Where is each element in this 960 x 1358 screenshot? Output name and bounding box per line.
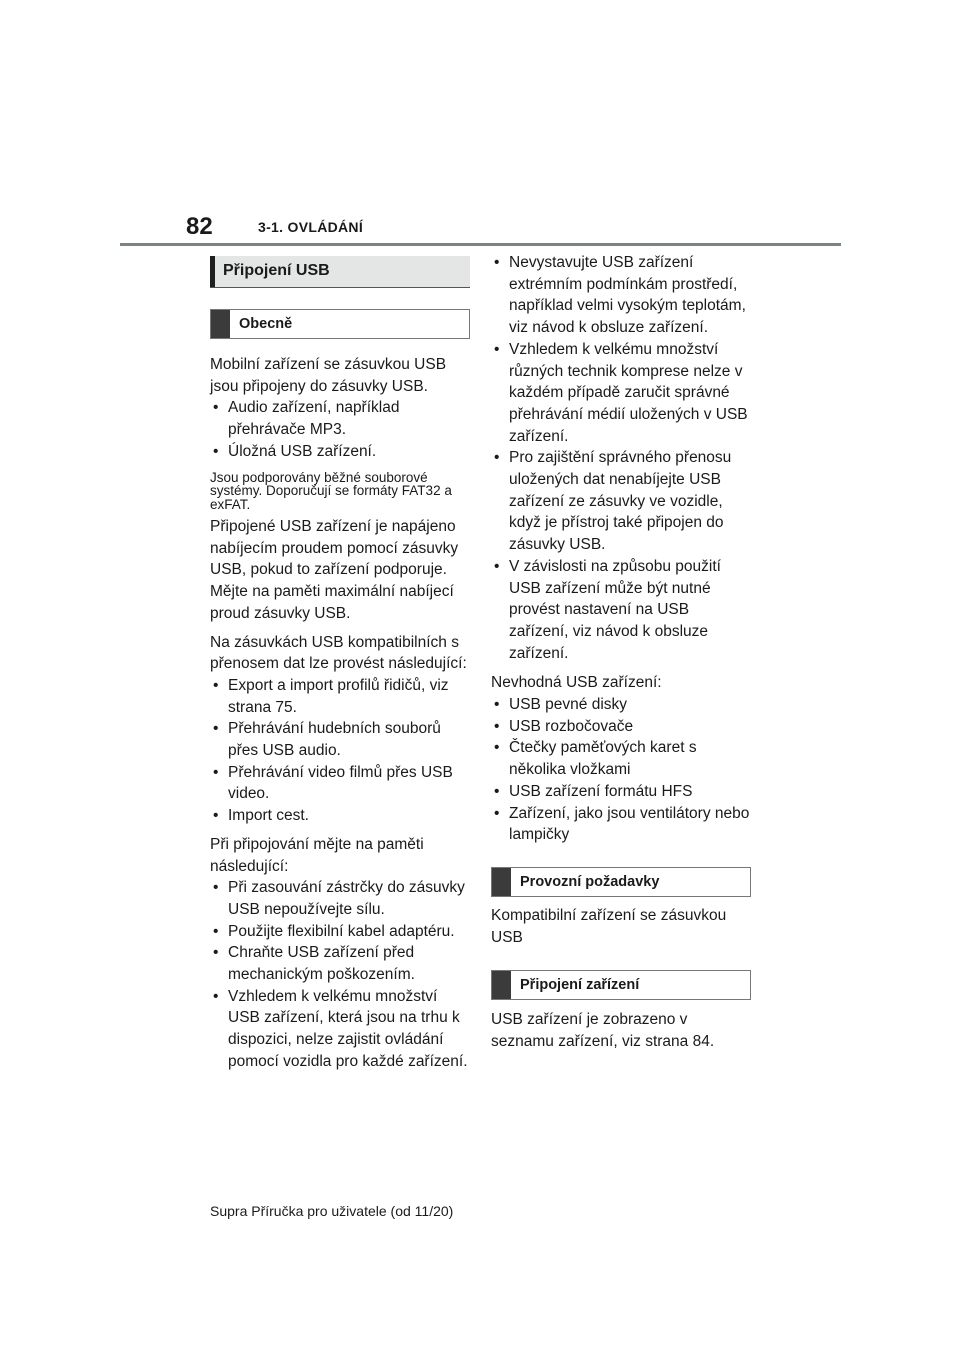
list-item: • Pro zajištění správného přenosu uložených dat nenabíjejte USB zařízení ze zásuvky ve vozidle, když je přístroj také připojen do zásuvky USB. <box>491 447 751 556</box>
intro-paragraph: Mobilní zařízení se zásuvkou USB jsou připojeny do zásuvky USB. <box>210 356 447 395</box>
list-item: • Zařízení, jako jsou ventilátory nebo lampičky <box>491 803 751 846</box>
connect-paragraph: USB zařízení je zobrazeno v seznamu zařízení, viz strana 84. <box>491 1011 715 1051</box>
list-item: • USB pevné disky <box>491 694 751 716</box>
list-item: • Audio zařízení, například přehrávače MP3. <box>210 397 470 440</box>
power-paragraph: Připojené USB zařízení je napájeno nabíjecím proudem pomocí zásuvky USB, pokud to zařízení podporuje. Mějte na paměti maximální nabíjecí proud zásuvky USB. <box>210 518 459 622</box>
subsection-title: Obecně <box>210 309 470 339</box>
footer-text: Supra Příručka pro uživatele (od 11/20) <box>210 1203 454 1219</box>
list-item: • Přehrávání hudebních souborů přes USB audio. <box>210 718 470 761</box>
list-item: • V závislosti na způsobu použití USB zařízení může být nutné provést nastavení na USB zařízení, viz návod k obsluze zařízení. <box>491 556 751 665</box>
list-item: • Vzhledem k velkému množství USB zařízení, která jsou na trhu k dispozici, nelze zajistit ovládání pomocí vozidla pro každé zařízení. <box>210 986 470 1073</box>
left-column <box>210 256 470 1073</box>
unsuitable-paragraph: Nevhodná USB zařízení: <box>491 674 662 692</box>
running-head: 3-1. OVLÁDÁNÍ <box>258 219 364 235</box>
section-title: Připojení USB <box>210 256 470 288</box>
list-item: • USB rozbočovače <box>491 716 751 738</box>
header-rule <box>120 243 841 246</box>
requirements-paragraph: Kompatibilní zařízení se zásuvkou USB <box>491 906 727 946</box>
page-number: 82 <box>186 213 213 240</box>
list-item: • Import cest. <box>210 805 470 827</box>
intro-list <box>210 397 470 462</box>
list-item: • Při zasouvání zástrčky do zásuvky USB nepoužívejte sílu. <box>210 877 470 920</box>
list-item: • Úložná USB zařízení. <box>210 441 470 463</box>
requirements-title: Provozní požadavky <box>491 867 751 897</box>
connect-title: Připojení zařízení <box>491 970 751 1000</box>
list-item: • Export a import profilů řidičů, viz strana 75. <box>210 675 470 718</box>
transfer-paragraph: Na zásuvkách USB kompatibilních s přenosem dat lze provést následující: <box>210 633 467 673</box>
note-paragraph: Jsou podporovány běžné souborové systémy. Doporučují se formáty FAT32 a exFAT. <box>210 469 452 512</box>
list-item: • Vzhledem k velkému množství různých technik komprese nelze v každém případě zaručit správné přehrávání médií uložených v USB zařízení. <box>491 339 751 448</box>
list-item: • Chraňte USB zařízení před mechanickým poškozením. <box>210 942 470 985</box>
unsuitable-list <box>491 694 751 846</box>
list-item: • USB zařízení formátu HFS <box>491 781 751 803</box>
list-item: • Nevystavujte USB zařízení extrémním podmínkám prostředí, například velmi vysokým teplotám, viz návod k obsluze zařízení. <box>491 252 751 339</box>
list-item: • Přehrávání video filmů přes USB video. <box>210 762 470 805</box>
connecting-paragraph: Při připojování mějte na paměti následující: <box>210 835 424 875</box>
list-item: • Použijte flexibilní kabel adaptéru. <box>210 921 470 943</box>
connecting-list <box>210 877 470 1072</box>
right-column <box>491 252 751 1053</box>
transfer-list <box>210 675 470 827</box>
usage-list <box>491 252 751 664</box>
list-item: • Čtečky paměťových karet s několika vložkami <box>491 737 751 780</box>
